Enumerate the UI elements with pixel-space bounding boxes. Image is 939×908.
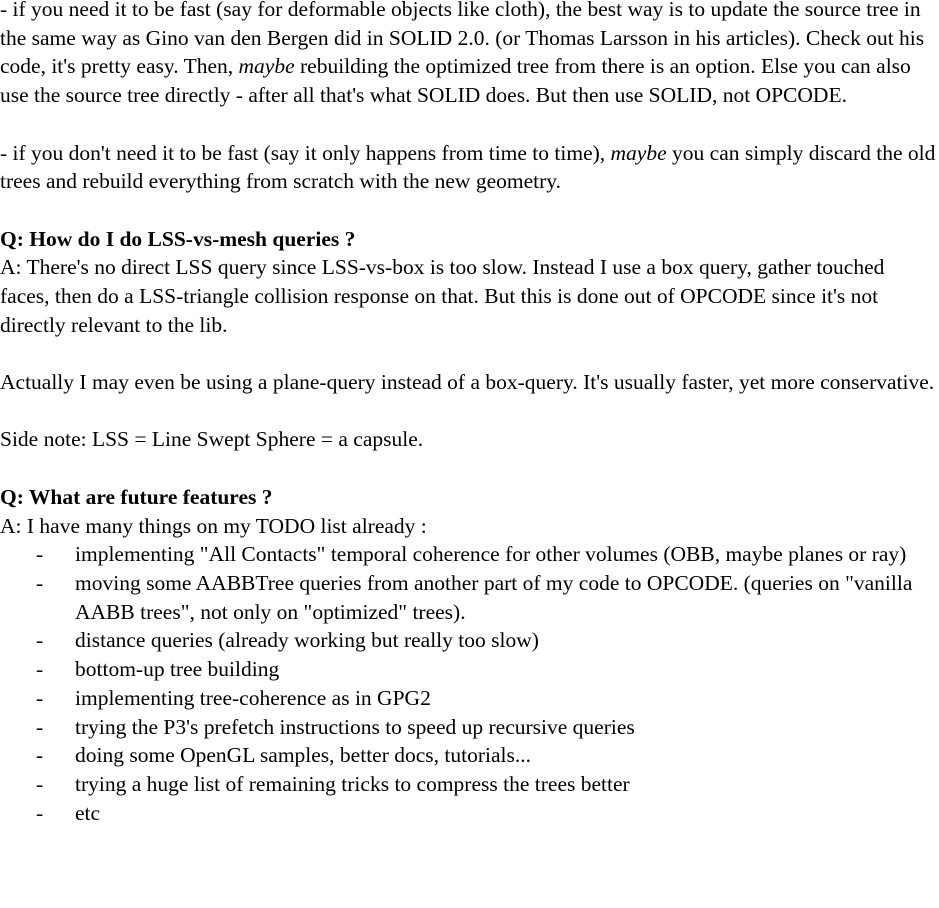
list-item [0, 655, 939, 684]
list-item [0, 684, 939, 713]
paragraph-text: - if you don't need it to be fast (say it only happens from time to time), [0, 140, 611, 165]
list-item-text: distance queries (already working but really too slow) [75, 628, 539, 653]
list-bullet: - [36, 800, 44, 825]
faq-lss-side-note: Side note: LSS = Line Swept Sphere = a capsule. [0, 427, 424, 452]
faq-lss-answer: A: There's no direct LSS query since LSS-vs-box is too slow. Instead I use a box query, gather touched faces, then do a LSS-triangle collision response on that. But this is done out of OPCODE since it's not directly relevant to the lib. [0, 255, 885, 337]
paragraph-text: - if you need it to be fast (say for deformable objects like cloth), the best way is to update the source tree in the same way as Gino van den Bergen did in SOLID 2.0. (or Thomas Larsson in his articles). Check out his code, it's pretty easy. Then, [0, 0, 925, 79]
list-item [0, 770, 939, 799]
list-bullet: - [36, 743, 44, 768]
emphasis-text: maybe [238, 54, 295, 79]
faq-future-answer: A: I have many things on my TODO list already : [0, 513, 427, 538]
list-bullet: - [36, 714, 44, 739]
paragraph-text: you can simply discard the old trees and rebuild everything from scratch with the new geometry. [0, 140, 936, 194]
faq-future-question: Q: What are future features ? [0, 484, 273, 509]
list-bullet: - [36, 685, 44, 710]
faq-lss-followup: Actually I may even be using a plane-query instead of a box-query. It's usually faster, yet more conservative. [0, 370, 935, 395]
list-item-text: implementing tree-coherence as in GPG2 [75, 685, 431, 710]
list-item-text: etc [75, 800, 101, 825]
todo-list [0, 540, 939, 827]
list-item [0, 540, 939, 569]
paragraph-rebuild-from-scratch [0, 139, 939, 196]
paragraph-deformable-update [0, 0, 939, 110]
list-bullet: - [36, 628, 44, 653]
list-item-text: trying a huge list of remaining tricks to compress the trees better [75, 771, 630, 796]
list-item-text: implementing "All Contacts" temporal coherence for other volumes (OBB, maybe planes or ray) [75, 542, 907, 567]
faq-lss-question: Q: How do I do LSS-vs-mesh queries ? [0, 226, 356, 251]
list-bullet: - [36, 657, 44, 682]
list-item [0, 799, 939, 828]
list-bullet: - [36, 771, 44, 796]
emphasis-text: maybe [610, 140, 667, 165]
list-item [0, 569, 939, 626]
list-bullet: - [36, 570, 44, 595]
list-item [0, 626, 939, 655]
list-bullet: - [36, 542, 44, 567]
list-item [0, 741, 939, 770]
paragraph-text: rebuilding the optimized tree from there is an option. Else you can also use the source tree directly - after all that's what SOLID does. But then use SOLID, not OPCODE. [0, 54, 911, 108]
list-item-text: moving some AABBTree queries from another part of my code to OPCODE. (queries on "vanilla AABB trees", not only on "optimized" trees). [75, 570, 913, 624]
list-item-text: trying the P3's prefetch instructions to speed up recursive queries [75, 714, 635, 739]
list-item [0, 713, 939, 742]
list-item-text: bottom-up tree building [75, 657, 280, 682]
list-item-text: doing some OpenGL samples, better docs, tutorials... [75, 743, 531, 768]
